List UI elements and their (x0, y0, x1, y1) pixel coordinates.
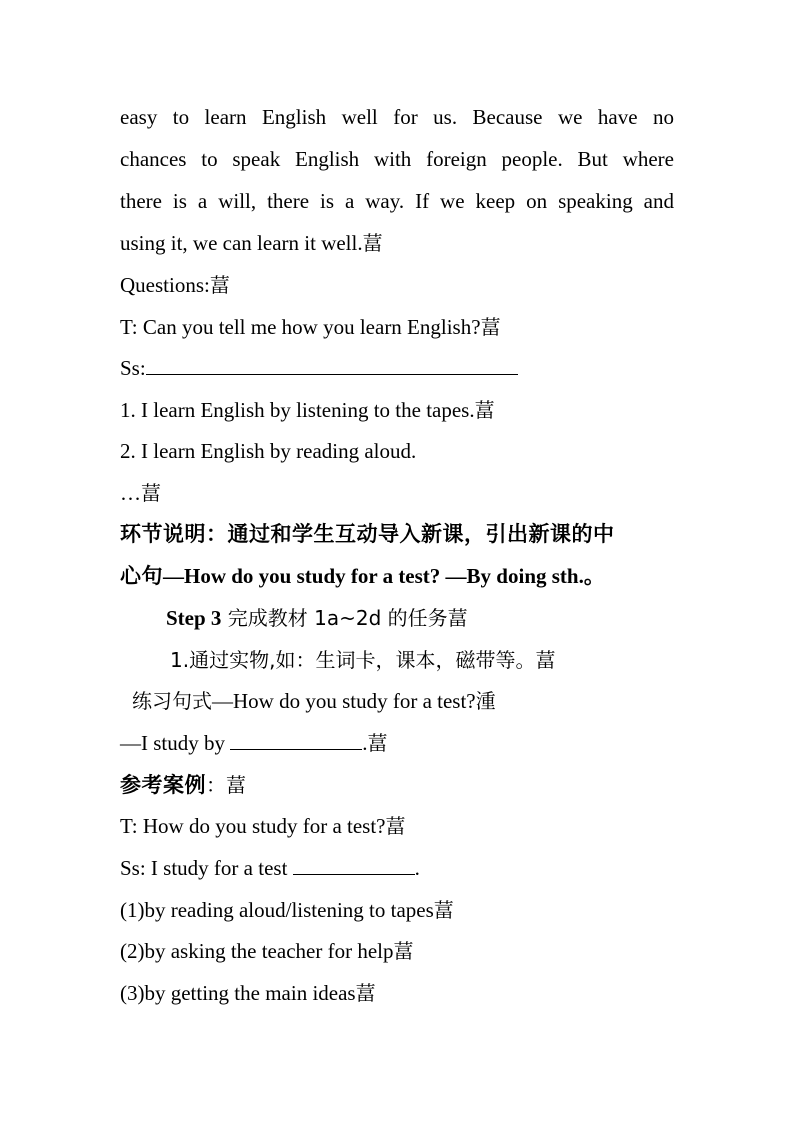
paragraph-line-1: easy to learn English well for us. Because we have no (120, 105, 674, 129)
example-blank (293, 854, 415, 875)
answer-2: 2. I learn English by reading aloud. (120, 439, 417, 463)
note-line-1: 环节说明：通过和学生互动导入新课，引出新课的中 (120, 522, 615, 546)
practice-sentence: 练习句式—How do you study for a test?湩 (132, 689, 496, 713)
example-teacher-line: T: How do you study for a test?葍 (120, 814, 406, 838)
option-2: (2)by asking the teacher for help葍 (120, 939, 414, 963)
teacher-question: T: Can you tell me how you learn English?葍 (120, 315, 501, 339)
paragraph-mark: 葍 (362, 231, 383, 255)
answer-ellipsis: …葍 (120, 481, 161, 505)
study-blank (230, 729, 362, 750)
step3-heading: Step 3 完成教材 1a~2d 的任务葍 (166, 606, 468, 630)
option-1: (1)by reading aloud/listening to tapes葍 (120, 898, 454, 922)
example-ss-line: Ss: I study for a test . (120, 856, 420, 880)
answer-blank (146, 354, 518, 375)
ss-answer-line: Ss: (120, 354, 518, 382)
item-1: 1.通过实物,如：生词卡，课本，磁带等。葍 (170, 648, 556, 672)
answer-1: 1. I learn English by listening to the tapes.葍 (120, 398, 495, 422)
note-line-2: 心句—How do you study for a test? —By doing sth.。 (120, 564, 606, 588)
i-study-by-line: —I study by .葍 (120, 731, 388, 755)
paragraph-line-4: using it, we can learn it well.葍 (120, 231, 383, 255)
option-3: (3)by getting the main ideas葍 (120, 981, 376, 1005)
paragraph-line-3: there is a will, there is a way. If we keep on speaking and (120, 189, 674, 213)
reference-label: 参考案例：葍 (120, 773, 246, 797)
paragraph-line-2: chances to speak English with foreign people. But where (120, 147, 674, 171)
questions-label: Questions:葍 (120, 273, 230, 297)
